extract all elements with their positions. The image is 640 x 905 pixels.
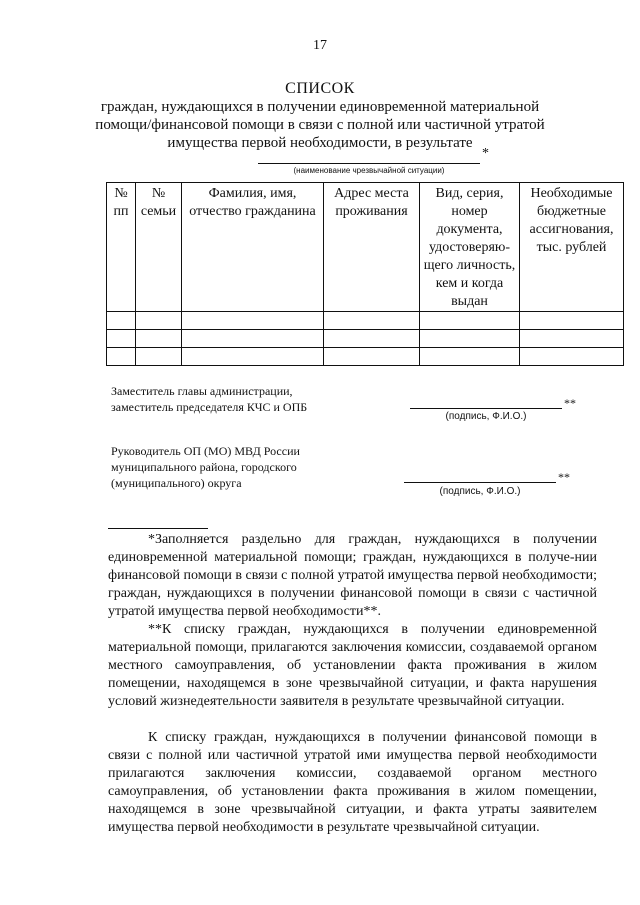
signature-2-mark: ** [558, 470, 570, 484]
subtitle-line-3: имущества первой необходимости, в результате [167, 135, 473, 151]
signatory-1-line-1: Заместитель главы администрации, [111, 384, 293, 398]
citizens-table [106, 182, 624, 366]
footnote-2: **К списку граждан, нуждающихся в получении единовременной материальной помощи, прилагаются заключения комиссии, создаваемой органом местного самоуправления, об установлении факта проживания в жилом помещении, находящемся в зоне чрезвычайной ситуации, и факта нарушения условий жизнедеятельности заявителя в результате чрезвычайной ситуации. [108, 622, 597, 709]
column-header-address: Адрес места проживания [324, 183, 420, 312]
footnote-separator [108, 528, 208, 529]
table-header-row [107, 183, 624, 312]
signatory-2-line-3: (муниципального) округа [111, 476, 242, 490]
emergency-caption: (наименование чрезвычайной ситуации) [293, 166, 445, 175]
signatory-2-line-2: муниципального района, городского [111, 460, 297, 474]
page-number: 17 [313, 38, 327, 53]
emergency-name-blank [258, 163, 480, 164]
table-row [107, 348, 624, 366]
signatory-1-title [111, 383, 307, 415]
signatory-1-line-2: заместитель председателя КЧС и ОПБ [111, 400, 308, 414]
signature-1-mark: ** [564, 396, 576, 410]
signature-1-line [410, 408, 562, 409]
signature-2-line [404, 482, 556, 483]
footnote-1: *Заполняется раздельно для граждан, нуждающихся в получении единовременной материальной помощи; граждан, нуждающихся в получе-нии финансовой помощи в связи с полной утратой имущества первой необходимости; граждан, нуждающихся в получении финансовой помощи в связи с частичной утратой имущества первой необходимости**. [108, 532, 597, 619]
signature-2-caption: (подпись, Ф.И.О.) [439, 486, 521, 497]
subtitle-line-2: помощи/финансовой помощи в связи с полной или частичной утратой [95, 117, 545, 133]
column-header-row-number: № пп [107, 183, 136, 312]
table-row [107, 312, 624, 330]
column-header-family-number: № семьи [136, 183, 182, 312]
signatory-2-line-1: Руководитель ОП (МО) МВД России [111, 444, 300, 458]
signatory-2-title [111, 443, 300, 491]
signature-1-caption: (подпись, Ф.И.О.) [445, 411, 527, 422]
table-row [107, 330, 624, 348]
emergency-footnote-mark: * [482, 146, 489, 161]
column-header-budget: Необходимые бюджетные ассигнования, тыс. рублей [520, 183, 624, 312]
subtitle-line-1: граждан, нуждающихся в получении единовременной материальной [100, 99, 540, 115]
document-title: СПИСОК [285, 80, 355, 97]
column-header-full-name: Фамилия, имя, отчество гражданина [182, 183, 324, 312]
footnote-3: К списку граждан, нуждающихся в получении финансовой помощи в связи с полной или частичной утратой ими имущества первой необходимости прилагаются заключения комиссии, создаваемой органом местного самоуправления, об установлении факта проживания в жилом помещении, находящемся в зоне чрезвычайной ситуации, и факта утраты заявителем имущества первой необходимости в результате чрезвычайной ситуации. [108, 730, 597, 835]
column-header-id-document: Вид, серия, номер документа, удостоверяю-щего личность, кем и когда выдан [420, 183, 520, 312]
